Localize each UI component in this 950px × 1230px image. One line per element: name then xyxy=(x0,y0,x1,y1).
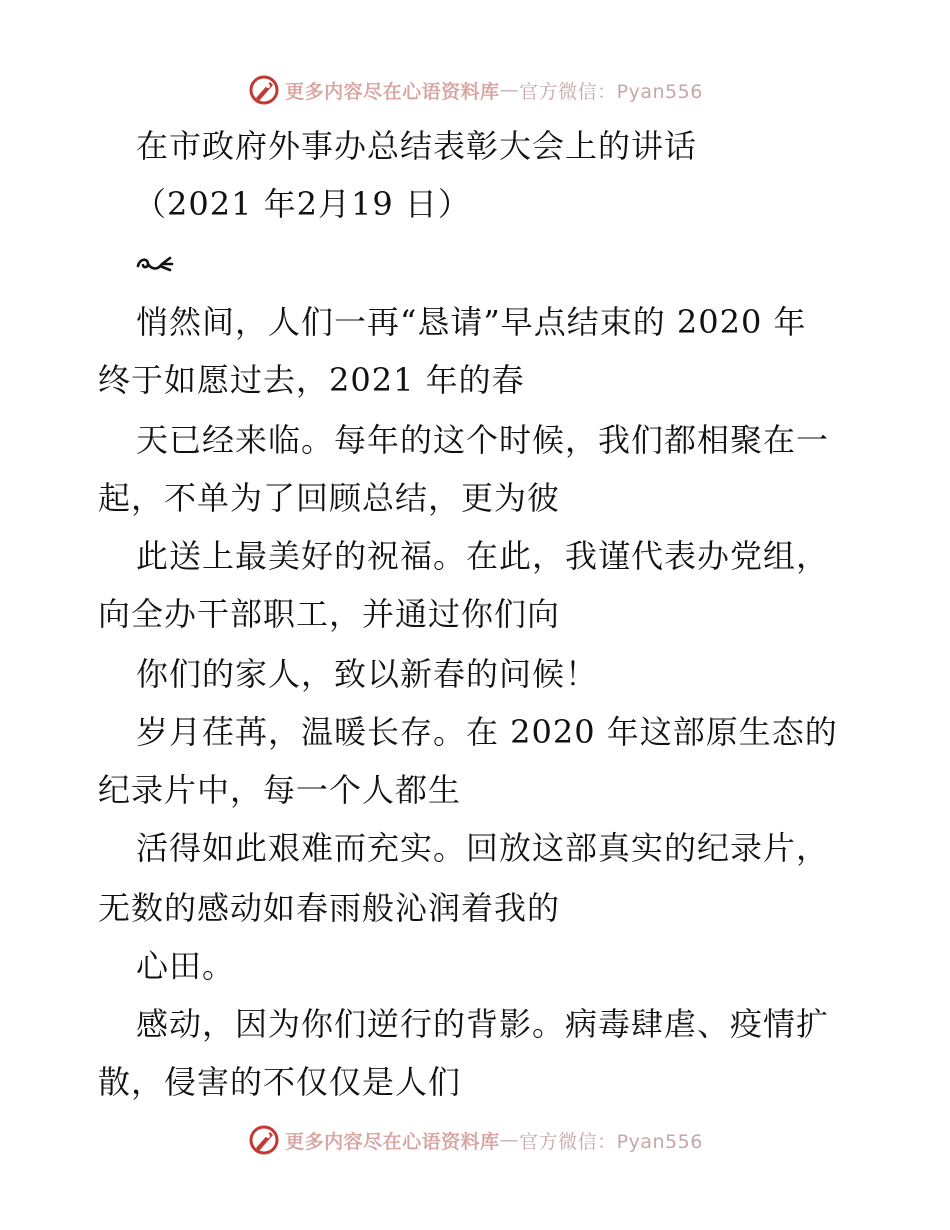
body-line-5: 此送上最美好的祝福。在此，我谨代表办党组， xyxy=(136,537,830,575)
body-line-6: 向全办干部职工，并通过你们向 xyxy=(98,595,561,633)
body-line-14: 散，侵害的不仅仅是人们 xyxy=(98,1063,462,1101)
ornament-flourish-icon xyxy=(134,252,174,276)
body-line-12: 心田。 xyxy=(136,947,236,985)
body-line-11: 无数的感动如春雨般沁润着我的 xyxy=(98,889,561,927)
body-line-10: 活得如此艰难而充实。回放这部真实的纪录片， xyxy=(136,829,830,867)
body-line-3: 天已经来临。每年的这个时候，我们都相聚在一 xyxy=(136,421,830,459)
body-line-9: 纪录片中，每一个人都生 xyxy=(98,771,462,809)
body-line-2: 终于如愿过去，2021 年的春 xyxy=(98,361,525,399)
header-watermark xyxy=(0,70,950,110)
watermark-main-text: 更多内容尽在心语资料库 xyxy=(285,80,500,103)
body-line-8: 岁月荏苒，温暖长存。在 2020 年这部原生态的 xyxy=(136,713,838,751)
footer-watermark xyxy=(0,1120,950,1160)
watermark-dash: — xyxy=(499,79,520,101)
body-line-1: 悄然间，人们一再“恳请”早点结束的 2020 年 xyxy=(136,303,807,341)
document-date: （2021 年2月19 日） xyxy=(134,185,471,223)
body-line-4: 起，不单为了回顾总结，更为彼 xyxy=(98,479,561,517)
watermark-dash: — xyxy=(499,1129,520,1151)
body-line-7: 你们的家人，致以新春的问候！ xyxy=(136,655,599,693)
document-title: 在市政府外事办总结表彰大会上的讲话 xyxy=(136,127,698,165)
watermark-wechat-text: 官方微信：Pyan556 xyxy=(519,1130,703,1153)
watermark-main-text: 更多内容尽在心语资料库 xyxy=(285,1130,500,1153)
watermark-wechat-text: 官方微信：Pyan556 xyxy=(519,80,703,103)
pen-nib-circle-icon xyxy=(247,1123,281,1157)
body-line-13: 感动，因为你们逆行的背影。病毒肆虐、疫情扩 xyxy=(136,1005,830,1043)
pen-nib-circle-icon xyxy=(247,73,281,107)
